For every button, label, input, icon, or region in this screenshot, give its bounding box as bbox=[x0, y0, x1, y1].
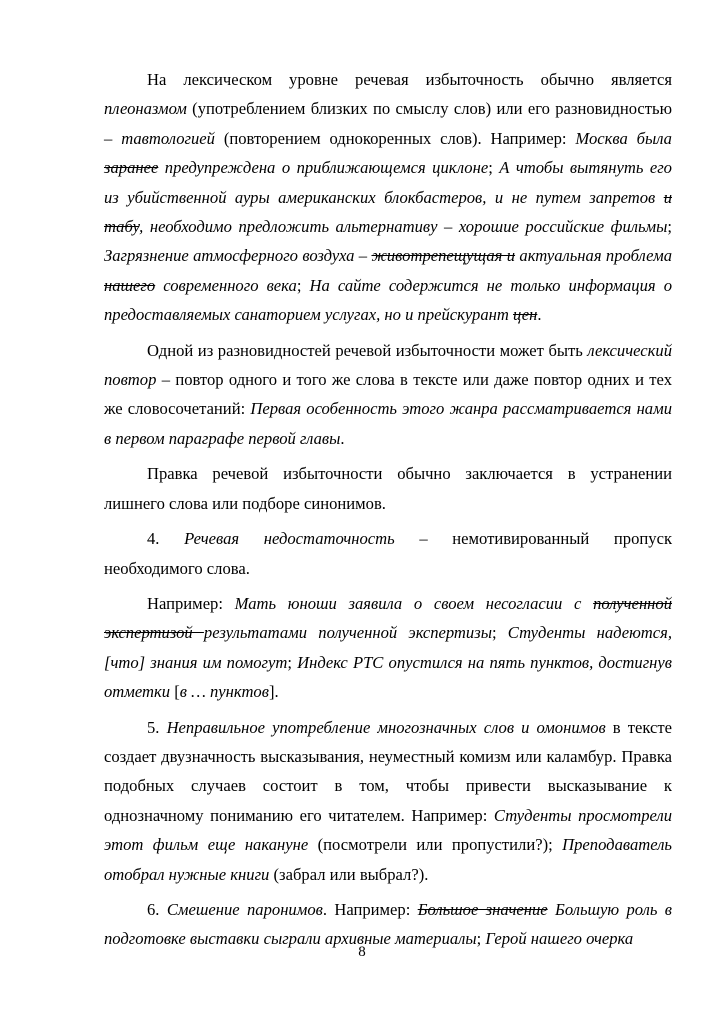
term-paronyms: Смешение паронимов bbox=[166, 899, 323, 919]
text-span bbox=[548, 900, 555, 919]
paragraph-item-4 bbox=[104, 524, 672, 583]
text-span: – повтор одного и того же слова в тексте или даже повтор одних и тех же словосочетаний: bbox=[104, 370, 672, 419]
text-span: ; bbox=[491, 623, 508, 643]
text-span: (посмотрели или пропустили?); bbox=[308, 835, 563, 855]
example-text: На сайте содержится не только информация о предоставляемых санаторием услугах, но и прейскурант bbox=[104, 275, 672, 325]
example-text: Преподаватель отобрал нужные книги bbox=[104, 835, 672, 884]
body-text bbox=[104, 65, 672, 954]
struck-word: Большое значение bbox=[417, 899, 548, 919]
text-span: ; bbox=[287, 652, 298, 672]
text-span: Одной из разновидностей речевой избыточности может быть bbox=[147, 340, 588, 360]
paragraph-pleonasm bbox=[104, 65, 672, 330]
paragraph-item-5 bbox=[104, 713, 672, 889]
page-number: 8 bbox=[358, 944, 366, 960]
example-text: Москва была bbox=[575, 128, 672, 148]
paragraph-examples-4 bbox=[104, 589, 672, 707]
text-span: Правка речевой избыточности обычно заключается в устранении лишнего слова или подборе синонимов. bbox=[104, 464, 672, 513]
item-number: 6. bbox=[147, 899, 167, 919]
term-lexical-repeat: лексический повтор bbox=[104, 340, 672, 390]
text-span: . bbox=[537, 305, 542, 325]
text-span: (повторением однокоренных слов). Например: bbox=[214, 128, 576, 148]
term-pleonasm: плеоназмом bbox=[104, 99, 187, 119]
text-span: (употреблением близких по смыслу слов) или его разновидностью – bbox=[104, 99, 672, 148]
struck-word: и табу bbox=[104, 187, 672, 237]
example-text: Загрязнение атмосферного воздуха – bbox=[104, 246, 372, 266]
text-span: Например: bbox=[147, 593, 235, 613]
example-text: Первая особенность этого жанра рассматривается нами в первом параграфе первой главы bbox=[104, 399, 672, 448]
struck-word: цен bbox=[513, 305, 538, 325]
item-number: 5. bbox=[147, 717, 167, 737]
text-span: . Например: bbox=[322, 899, 418, 919]
example-text: , необходимо предложить альтернативу – хорошие российские фильмы bbox=[139, 217, 668, 237]
text-span: ]. bbox=[268, 682, 279, 702]
example-text: А чтобы вытянуть его из убийственной ауры американских блокбастеров, и не путем запретов bbox=[104, 158, 672, 207]
paragraph-lexical-repeat bbox=[104, 336, 672, 454]
text-span: в тексте создает двузначность высказывания, неуместный комизм или каламбур. Правка подобных случаев состоит в том, чтобы привести высказывание к однозначному пониманию его читателем. Например: bbox=[104, 717, 672, 825]
example-text: Студенты надеются, [что] знания им помогут bbox=[104, 623, 672, 672]
struck-word: нашего bbox=[104, 275, 156, 295]
text-span: На лексическом уровне речевая избыточность обычно является bbox=[147, 70, 672, 89]
text-span: [ bbox=[170, 682, 180, 702]
text-span: (забрал или выбрал?). bbox=[269, 864, 429, 884]
text-span: . bbox=[340, 428, 345, 448]
example-text: актуальная проблема bbox=[515, 246, 672, 266]
struck-word: полученной экспертизой bbox=[104, 593, 673, 643]
struck-word: заранее bbox=[104, 158, 159, 178]
example-text: Большую роль в подготовке выставки сыграли архивные материалы bbox=[104, 899, 673, 949]
term-insufficiency: Речевая недостаточность bbox=[184, 529, 395, 549]
example-text: результатами полученной экспертизы bbox=[203, 623, 492, 643]
text-span: ; bbox=[488, 158, 500, 178]
example-text: современного века bbox=[155, 275, 297, 295]
text-span: ; bbox=[476, 929, 486, 949]
item-number: 4. bbox=[147, 529, 185, 549]
example-text: в … пунктов bbox=[179, 682, 269, 702]
paragraph-correction bbox=[104, 459, 672, 518]
example-text: Студенты просмотрели этот фильм еще накануне bbox=[104, 805, 672, 855]
text-span: ; bbox=[296, 275, 310, 295]
example-text: предупреждена о приближающемся циклоне bbox=[158, 158, 489, 178]
term-polysemy: Неправильное употребление многозначных слов и омонимов bbox=[166, 717, 606, 737]
example-text: Индекс РТС опустился на пять пунктов, достигнув отметки bbox=[104, 652, 672, 702]
example-text: Мать юноши заявила о своем несогласии с bbox=[234, 593, 594, 613]
term-tautology: тавтологией bbox=[121, 128, 215, 148]
struck-word: животрепещущая и bbox=[371, 246, 516, 266]
text-span: ; bbox=[667, 217, 672, 237]
text-span: – немотивированный пропуск необходимого слова. bbox=[104, 529, 673, 578]
example-text: Герой нашего очерка bbox=[485, 929, 634, 949]
